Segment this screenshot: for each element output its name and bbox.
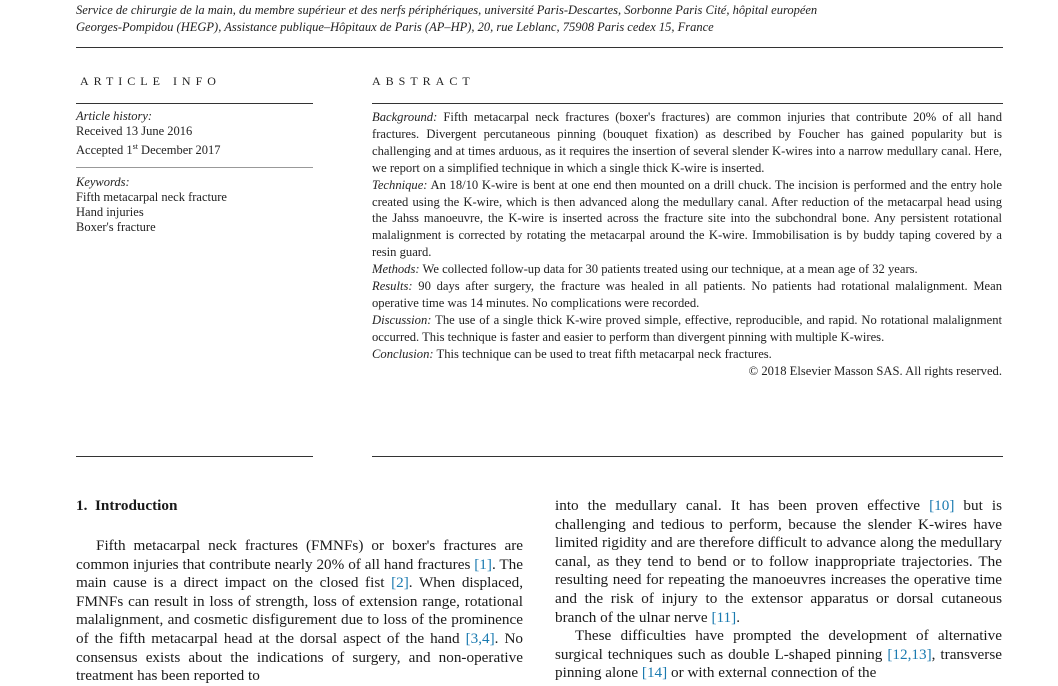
citation-link[interactable]: [2] [391,574,409,592]
abstract-heading: ABSTRACT [372,74,475,88]
copyright: © 2018 Elsevier Masson SAS. All rights reserved. [748,363,1002,378]
keywords-block [76,175,316,235]
intro-paragraph: into the medullary canal. It has been proven effective [10] but is challenging and tedious to perform, because the slender K-wires have limited rigidity and are therefore difficult to advance along the medullary canal, as they tend to bend or to follow inappropriate trajectories. The resulting need for repeating the manoeuvres increases the operative time and the risk of injury to the extensor apparatus or dorsal cutaneous branch of the ulnar nerve [11]. [555,497,1002,626]
affiliation [76,2,1006,36]
info-bottom-rule [76,456,313,457]
citation-link[interactable]: [3,4] [465,629,495,647]
affiliation-line-1: Service de chirurgie de la main, du membre supérieur et des nerfs périphériques, université Paris-Descartes, Sorbonne Paris Cité, hôpital européen [76,3,818,17]
citation-link[interactable]: [11] [711,608,737,626]
abstract-technique: Technique: An 18/10 K-wire is bent at one end then mounted on a drill chuck. The incision is performed and the entry hole created using the K-wire, which is then advanced along the medullary canal. After reduction of the metacarpal head using the Jahss manoeuvre, the K-wire is inserted across the fracture site into the subchondral bone. Any persistent rotational malalignment is corrected by rotating the metacarpal around the K-wire. Immobilisation is by buddy taping covered by a resin guard. [372,177,1002,260]
citation-link[interactable]: [1] [474,555,492,573]
abstract-conclusion: Conclusion: This technique can be used to treat fifth metacarpal neck fractures. [372,346,772,361]
abstract-body [372,109,1002,380]
intro-paragraph: Fifth metacarpal neck fractures (FMNFs) or boxer's fractures are common injuries that contribute nearly 20% of all hand fractures [1]. The main cause is a direct impact on the closed fist [2]. When displaced, FMNFs can result in loss of strength, loss of extension range, rotational malalignment, and cosmetic disfigurement due to loss of the prominence of the fifth metacarpal head at the dorsal aspect of the hand [3,4]. No consensus exists about the indications of surgery, and non-operative treatment has been reported to [76,537,523,685]
history-label: Article history: [76,109,153,123]
intro-right-column [555,497,1002,683]
citation-link[interactable]: [12,13] [887,645,932,663]
article-info-rule [76,103,313,104]
abstract-methods: Methods: We collected follow-up data for 30 patients treated using our technique, at a mean age of 32 years. [372,262,918,277]
abstract-discussion: Discussion: The use of a single thick K-wire proved simple, effective, reproducible, and rapid. No rotational malalignment occurred. This technique is faster and easier to perform than divergent pinning with multiple K-wires. [372,312,1002,344]
keyword-item: Boxer's fracture [76,220,156,234]
history-divider [76,167,313,168]
accepted-date: Accepted 1st December 2017 [76,142,221,158]
keyword-item: Fifth metacarpal neck fracture [76,190,227,204]
article-history [76,109,316,158]
intro-left-column [76,537,523,686]
affiliation-line-2: Georges-Pompidou (HEGP), Assistance publique–Hôpitaux de Paris (AP–HP), 20, rue Leblanc, 75908 Paris cedex 15, France [76,20,714,34]
keyword-item: Hand injuries [76,205,144,219]
abstract-background: Background: Fifth metacarpal neck fractures (boxer's fractures) are common injuries that contribute 20% of all hand fractures. Divergent percutaneous pinning (bouquet fixation) as described by Foucher has gained popularity but is challenging and at times arduous, as it requires the insertion of several slender K-wires into a narrow medullary canal. Here, we report on a simplified technique in which a single thick K-wire is inserted. [372,110,1002,175]
abstract-bottom-rule [372,456,1003,457]
introduction-heading: 1. Introduction [76,497,178,514]
abstract-results: Results: 90 days after surgery, the fracture was healed in all patients. No patients had rotational malalignment. Mean operative time was 14 minutes. No complications were recorded. [372,279,1003,310]
received-date: Received 13 June 2016 [76,124,193,138]
citation-link[interactable]: [10] [929,497,955,514]
keywords-label: Keywords: [76,175,130,189]
intro-paragraph: These difficulties have prompted the development of alternative surgical techniques such as double L-shaped pinning [12,13], transverse pinning alone [14] or with external connection of the [555,627,1002,682]
citation-link[interactable]: [14] [641,664,668,682]
abstract-rule [372,103,1003,104]
top-rule [76,47,1003,48]
article-info-heading: ARTICLE INFO [80,74,221,88]
